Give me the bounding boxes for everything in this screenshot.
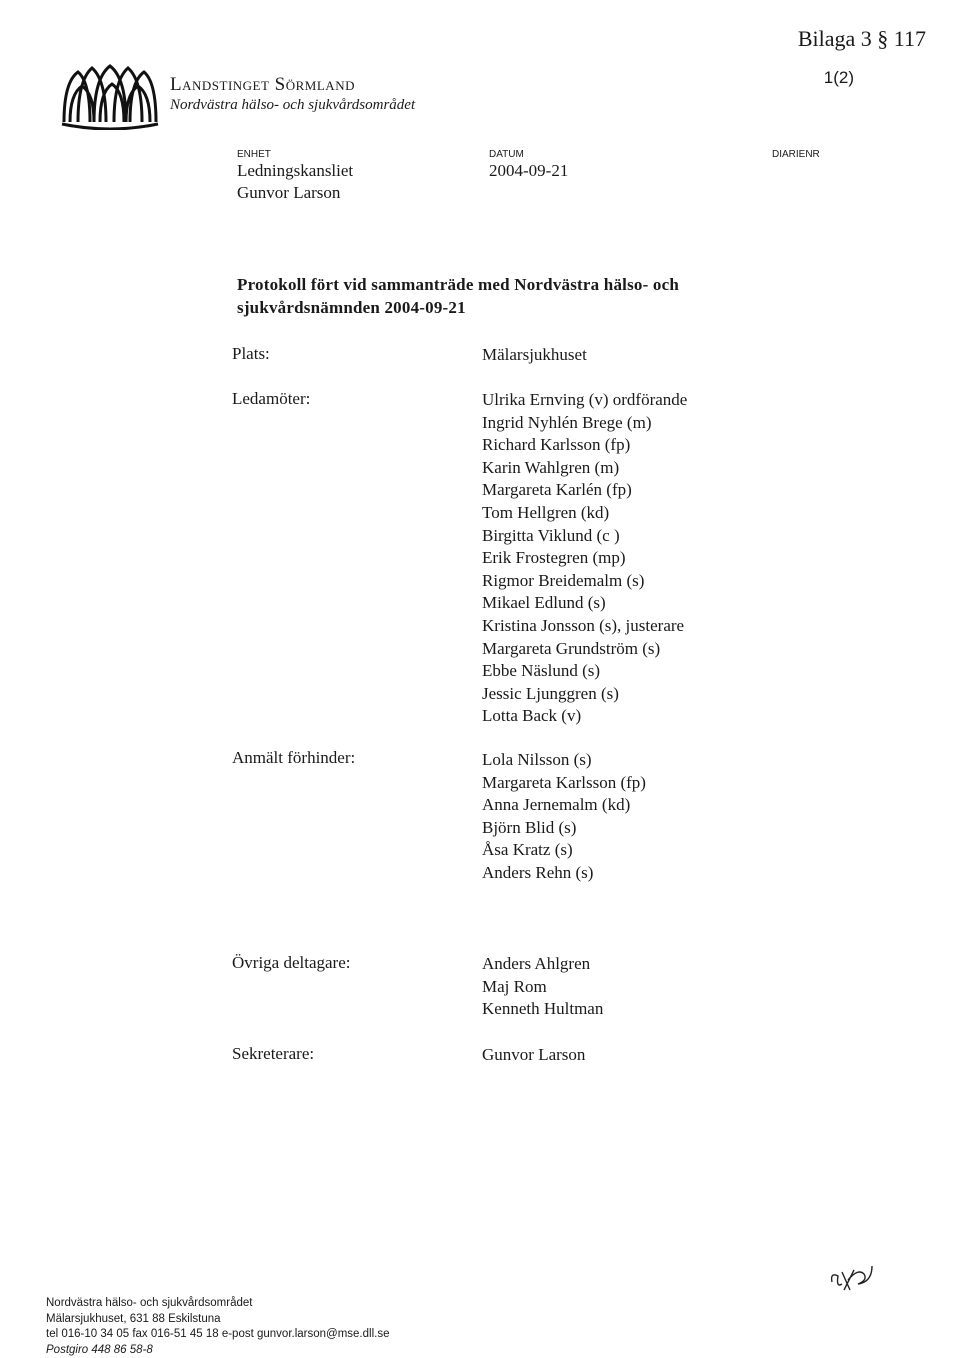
list-item: Erik Frostegren (mp)	[482, 547, 687, 570]
list-item: Mikael Edlund (s)	[482, 592, 687, 615]
list-item: Jessic Ljunggren (s)	[482, 683, 687, 706]
list-item: Birgitta Viklund (c )	[482, 525, 687, 548]
signature-icon	[828, 1262, 876, 1294]
ledamoter-list	[482, 389, 687, 728]
list-item: Anna Jernemalm (kd)	[482, 794, 646, 817]
page-number: 1(2)	[824, 68, 854, 88]
list-item: Ingrid Nyhlén Brege (m)	[482, 412, 687, 435]
list-item: Ebbe Näslund (s)	[482, 660, 687, 683]
list-item: Richard Karlsson (fp)	[482, 434, 687, 457]
list-item: Åsa Kratz (s)	[482, 839, 646, 862]
datum-label: DATUM	[489, 149, 524, 160]
organization-subtitle: Nordvästra hälso- och sjukvårdsområdet	[170, 97, 415, 114]
ovriga-deltagare-list	[482, 953, 603, 1021]
enhet-value: Ledningskansliet	[237, 161, 353, 181]
sekreterare-label: Sekreterare:	[232, 1044, 314, 1064]
organization-name: Landstinget Sörmland	[170, 74, 355, 96]
list-item: Lola Nilsson (s)	[482, 749, 646, 772]
datum-value: 2004-09-21	[489, 161, 568, 181]
list-item: Ulrika Ernving (v) ordförande	[482, 389, 687, 412]
list-item: Anders Ahlgren	[482, 953, 603, 976]
plats-value: Mälarsjukhuset	[482, 344, 587, 367]
list-item: Anders Rehn (s)	[482, 862, 646, 885]
landstinget-logo-icon	[60, 62, 160, 130]
list-item: Kristina Jonsson (s), justerare	[482, 615, 687, 638]
protocol-title-line-1: Protokoll fört vid sammanträde med Nordvästra hälso- och	[237, 275, 679, 295]
sekreterare-value: Gunvor Larson	[482, 1044, 585, 1067]
list-item: Maj Rom	[482, 976, 603, 999]
list-item: Rigmor Breidemalm (s)	[482, 570, 687, 593]
anmalt-forhinder-list	[482, 749, 646, 885]
ovriga-deltagare-label: Övriga deltagare:	[232, 953, 350, 973]
protocol-title-line-2: sjukvårdsnämnden 2004-09-21	[237, 298, 466, 318]
footer-contact	[46, 1296, 389, 1358]
diarienr-label: DIARIENR	[772, 149, 820, 160]
footer-line: Postgiro 448 86 58-8	[46, 1343, 389, 1358]
plats-label: Plats:	[232, 344, 270, 364]
list-item: Kenneth Hultman	[482, 998, 603, 1021]
list-item: Tom Hellgren (kd)	[482, 502, 687, 525]
list-item: Karin Wahlgren (m)	[482, 457, 687, 480]
list-item: Margareta Grundström (s)	[482, 638, 687, 661]
list-item: Björn Blid (s)	[482, 817, 646, 840]
ledamoter-label: Ledamöter:	[232, 389, 310, 409]
list-item: Margareta Karlsson (fp)	[482, 772, 646, 795]
enhet-person: Gunvor Larson	[237, 183, 340, 203]
footer-line: tel 016-10 34 05 fax 016-51 45 18 e-post gunvor.larson@mse.dll.se	[46, 1327, 389, 1343]
footer-line: Nordvästra hälso- och sjukvårdsområdet	[46, 1296, 389, 1312]
footer-line: Mälarsjukhuset, 631 88 Eskilstuna	[46, 1312, 389, 1328]
enhet-label: ENHET	[237, 149, 271, 160]
list-item: Margareta Karlén (fp)	[482, 479, 687, 502]
anmalt-forhinder-label: Anmält förhinder:	[232, 748, 355, 768]
list-item: Lotta Back (v)	[482, 705, 687, 728]
bilaga-reference: Bilaga 3 § 117	[798, 26, 926, 52]
